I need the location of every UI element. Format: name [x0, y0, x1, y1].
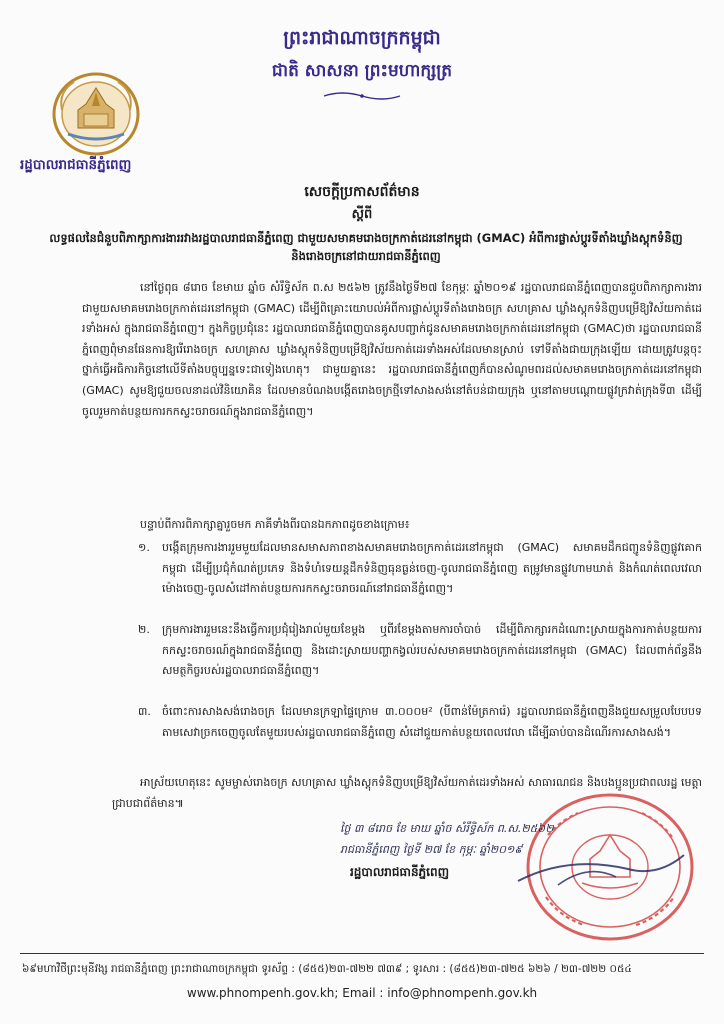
agency-name: រដ្ឋបាលរាជធានីភ្នំពេញ	[20, 157, 132, 173]
lunar-date: ថ្ងៃ ៣ ៨រោច ខែ មាឃ ឆ្នាំច សំរឹទ្ធិស័ក ព.ស.២៥៦២	[340, 822, 554, 835]
document-subject: លទ្ធផលនៃជំនួបពិភាក្សាការងាររវាងរដ្ឋបាលរាជធានីភ្នំពេញ ជាមួយសមាគមរោងចក្រកាត់ដេរនៅកម្ពុជា (GMAC) អំពីការផ្លាស់ប្តូរទីតាំងឃ្លាំងស្តុកទំនិញ និងរោងចក្រនៅជាយរាជធានីភ្នំពេញ	[49, 231, 683, 263]
footer-contact: www.phnompenh.gov.kh; Email : info@phnompenh.gov.kh	[186, 986, 538, 1000]
ornament-divider	[322, 92, 402, 100]
phnom-penh-seal-emblem	[48, 70, 144, 158]
item-number: ៣.	[138, 705, 151, 718]
intro-paragraph	[82, 278, 702, 422]
agreement-item	[138, 538, 702, 600]
title-subject-label: ស្តីពី	[351, 207, 373, 222]
agreement-heading: បន្ទាប់ពីការពិភាក្សាគ្នារួចមក ភាគីទាំងពីរបានឯកភាពដូចខាងក្រោម៖	[140, 518, 410, 531]
footer-divider	[20, 953, 704, 954]
item-number: ១.	[138, 541, 150, 554]
intro-text: នៅថ្ងៃពុធ ៨រោច ខែមាឃ ឆ្នាំច សំរឹទ្ធិស័ក ព.ស ២៥៦២ ត្រូវនឹងថ្ងៃទី២៧ ខែកុម្ភៈ ឆ្នាំ២០១៩ រដ្ឋបាលរាជធានីភ្នំពេញបានជួបពិភាក្សាការងារជាមួយសមាគមរោងចក្រកាត់ដេរនៅកម្ពុជា (GMAC) ដើម្បីពិគ្រោះយោបល់អំពីការផ្លាស់ប្តូរទីតាំងរោងចក្រ សហគ្រាស ឃ្លាំងស្តុកទំនិញបម្រើឱ្យវិស័យកាត់ដេរទាំងអស់ ក្នុងរាជធានីភ្នំពេញ។ ក្នុងកិច្ចប្រជុំនេះ រដ្ឋបាលរាជធានីភ្នំពេញបានគូសបញ្ជាក់ជូនសមាគមរោងចក្រកាត់ដេរនៅកម្ពុជា (GMAC)ថា រដ្ឋបាលរាជធានីភ្នំពេញពុំមានផែនការឱ្យរើរោងចក្រ សហគ្រាស ឃ្លាំងស្តុកទំនិញបម្រើឱ្យវិស័យកាត់ដេរទាំងអស់ដែលមានស្រាប់ ទៅទីតាំងជាយក្រុងឡើយ ដោយត្រូវបន្តចុះថ្នាក់ធ្វើអធិការកិច្ចនៅលើទីតាំងបច្ចុប្បន្នទេះជាទៀងហេតុ។ ជាមួយគ្នានេះ រដ្ឋបាលរាជធានីភ្នំពេញក៏បានសំណូមពរដល់សមាគមរោងចក្រកាត់ដេរនៅកម្ពុជា (GMAC) សូមឱ្យជួយចលនាដល់វិនិយោគិន ដែលមានបំណងបង្កើតរោងចក្រថ្មីទៅសាងសង់នៅតំបន់ជាយក្រុង ឬនៅតាមបណ្តោយផ្លូវក្រវាត់ក្រុងទី៣ ដើម្បីចូលរួមកាត់បន្ថយការកកស្ទះចរាចរណ៍ក្នុងរាជធានីភ្នំពេញ។	[82, 281, 702, 418]
agreement-item	[138, 620, 702, 682]
signatory-agency: រដ្ឋបាលរាជធានីភ្នំពេញ	[350, 865, 450, 879]
document-title: សេចក្តីប្រកាសព័ត៌មាន	[304, 184, 420, 200]
item-text: ក្រុមការងាររួមនេះនឹងធ្វើការប្រជុំរៀងរាល់មួយខែម្តង ឬពីរខែម្តងតាមការចាំបាច់ ដើម្បីពិភាក្សារកដំណោះស្រាយក្នុងការកាត់បន្ថយការកកស្ទះចរាចរណ៍ក្នុងរាជធានីភ្នំពេញ និងដោះស្រាយបញ្ហាកង្វល់របស់សមាគមរោងចក្រកាត់ដេរនៅកម្ពុជា (GMAC) ដែលពាក់ព័ន្ធនឹងសមត្ថកិច្ចរបស់រដ្ឋបាលរាជធានីភ្នំពេញ។	[162, 623, 702, 677]
item-text: ចំពោះការសាងសង់រោងចក្រ ដែលមានក្រឡាផ្ទៃក្រោម ៣.០០០ម² (បីពាន់ម៉ែត្រការ៉េ) រដ្ឋបាលរាជធានីភ្នំពេញនឹងជួយសម្រួលបែបបទ តាមសេវាច្រកចេញចូលតែមួយរបស់រដ្ឋបាលរាជធានីភ្នំពេញ សំដៅជួយកាត់បន្ថយពេលវេលា ដើម្បីឆាប់បានដំណើរការសាងសង់។	[162, 705, 702, 739]
footer-address: ៦៩មហាវិថីព្រះមុនីវង្ស រាជធានីភ្នំពេញ ព្រះរាជាណាចក្រកម្ពុជា ទូរស័ព្ទ : (៨៥៥)២៣-៧២២ ៧៣៩ ; ទូរសារ : (៨៥៥)២៣-៧២៥ ៦២៦ / ២៣-៧២២ ០៥៤	[22, 963, 632, 975]
item-text: បង្កើតក្រុមការងាររួមមួយដែលមានសមាសភាពខាងសមាគមរោងចក្រកាត់ដេរនៅកម្ពុជា (GMAC) សមាគមដឹកជញ្ជូនទំនិញផ្លូវគោកកម្ពុជា ដើម្បីប្រជុំកំណត់ប្រភេទ និងទំហំទេយន្តដឹកទំនិញធុនធ្ងន់ចេញ-ចូលរាជធានីភ្នំពេញ តម្រូវមានផ្លូវហាមឃាត់ និងកំណត់ពេលវេលាម៉ោងចេញ-ចូលសំដៅកាត់បន្ថយការកកស្ទះចរាចរណ៍នៅរាជធានីភ្នំពេញ។	[162, 541, 702, 595]
kingdom-heading: ព្រះរាជាណាចក្រកម្ពុជា	[283, 27, 441, 49]
solar-date: រាជធានីភ្នំពេញ ថ្ងៃទី ២៧ ខែ កុម្ភៈ ឆ្នាំ២០១៩	[340, 843, 523, 856]
item-number: ២.	[138, 623, 150, 636]
motto-heading: ជាតិ សាសនា ព្រះមហាក្សត្រ	[271, 61, 453, 81]
closing-text: អាស្រ័យហេតុនេះ សូមម្ចាស់រោងចក្រ សហគ្រាស ឃ្លាំងស្តុកទំនិញបម្រើឱ្យវិស័យកាត់ដេរទាំងអស់ សាធារណជន និងបងប្អូនប្រជាពលរដ្ឋ មេត្តាជ្រាបជាព័ត៌មាន៕	[112, 776, 702, 810]
agreement-item	[138, 702, 702, 743]
